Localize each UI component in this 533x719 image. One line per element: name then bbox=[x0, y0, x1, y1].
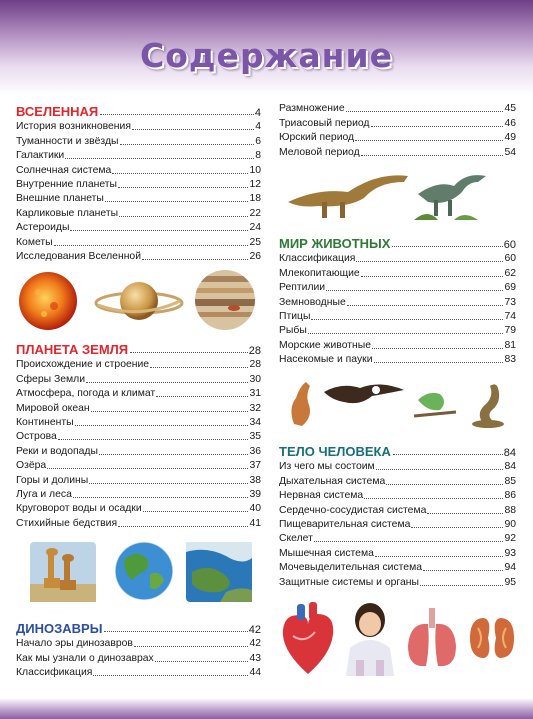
toc-entry[interactable] bbox=[16, 443, 261, 457]
page-number: 43 bbox=[249, 652, 261, 664]
leader-dots bbox=[314, 540, 504, 542]
page-number: 46 bbox=[504, 117, 516, 129]
toc-entry[interactable] bbox=[16, 487, 261, 501]
page-number: 28 bbox=[248, 345, 261, 357]
toc-entry-label: Морские животные bbox=[279, 339, 371, 351]
toc-list bbox=[279, 251, 516, 366]
section-human bbox=[279, 440, 516, 589]
heart-image bbox=[275, 600, 341, 678]
toc-entry[interactable] bbox=[16, 205, 261, 219]
leader-dots bbox=[142, 258, 248, 260]
toc-entry-label: Меловой период bbox=[279, 146, 360, 158]
leader-dots bbox=[371, 125, 504, 127]
page-number: 86 bbox=[504, 490, 516, 502]
toc-list bbox=[279, 101, 516, 159]
toc-entry[interactable] bbox=[279, 115, 516, 129]
page-number: 84 bbox=[504, 461, 516, 473]
leader-dots bbox=[65, 157, 254, 159]
toc-entry-label: Реки и водопады bbox=[16, 445, 98, 457]
toc-entry[interactable] bbox=[16, 665, 261, 679]
toc-entry[interactable] bbox=[16, 458, 261, 472]
page-number: 12 bbox=[249, 178, 261, 190]
animals-image bbox=[280, 372, 520, 430]
section-title: ТЕЛО ЧЕЛОВЕКА bbox=[279, 444, 391, 459]
toc-entry-label: Нервная система bbox=[279, 490, 364, 502]
toc-entry-label: Атмосфера, погода и климат bbox=[16, 388, 156, 400]
leader-dots bbox=[89, 482, 248, 484]
toc-list bbox=[16, 119, 261, 263]
leader-dots bbox=[364, 497, 503, 499]
toc-entry-label: Млекопитающие bbox=[279, 267, 360, 279]
toc-entry[interactable] bbox=[279, 488, 516, 502]
page-number: 28 bbox=[249, 359, 261, 371]
leader-dots bbox=[143, 510, 249, 512]
toc-list bbox=[16, 636, 261, 679]
toc-entry-label: Горы и долины bbox=[16, 474, 89, 486]
toc-entry[interactable] bbox=[279, 294, 516, 308]
toc-entry-label: Астероиды bbox=[16, 222, 70, 234]
toc-entry[interactable] bbox=[279, 473, 516, 487]
page-number: 22 bbox=[249, 207, 261, 219]
leader-dots bbox=[376, 468, 504, 470]
page-number: 25 bbox=[249, 236, 261, 248]
page-number: 90 bbox=[504, 518, 516, 530]
toc-entry-label: Дыхательная система bbox=[279, 475, 386, 487]
toc-entry[interactable] bbox=[279, 560, 516, 574]
page-number: 49 bbox=[504, 132, 516, 144]
leader-dots bbox=[346, 110, 504, 112]
page-number: 79 bbox=[504, 325, 516, 337]
page-number: 4 bbox=[254, 107, 261, 119]
toc-entry[interactable] bbox=[16, 249, 261, 263]
leader-dots bbox=[392, 245, 502, 247]
toc-entry[interactable] bbox=[279, 251, 516, 265]
toc-entry[interactable] bbox=[16, 234, 261, 248]
leader-dots bbox=[393, 453, 503, 455]
page-number: 32 bbox=[249, 402, 261, 414]
leader-dots bbox=[75, 424, 249, 426]
toc-entry-label: Птицы bbox=[279, 310, 311, 322]
page-number: 94 bbox=[504, 562, 516, 574]
page-number: 69 bbox=[504, 282, 516, 294]
page-number: 83 bbox=[504, 354, 516, 366]
toc-entry-label: Сердечно-сосудистая система bbox=[279, 504, 427, 516]
leader-dots bbox=[326, 289, 503, 291]
toc-entry[interactable] bbox=[16, 472, 261, 486]
toc-entry-label: Стихийные бедствия bbox=[16, 517, 118, 529]
page-number: 36 bbox=[249, 445, 261, 457]
toc-entry-label: Защитные системы и органы bbox=[279, 576, 419, 588]
leader-dots bbox=[355, 139, 503, 141]
leader-dots bbox=[132, 128, 254, 130]
toc-entry-label: Карликовые планеты bbox=[16, 207, 119, 219]
toc-entry[interactable] bbox=[16, 515, 261, 529]
giraffes-image bbox=[30, 542, 96, 602]
leader-dots bbox=[375, 555, 504, 557]
page-number: 60 bbox=[503, 239, 516, 251]
page-number: 6 bbox=[255, 135, 261, 147]
page-number: 81 bbox=[504, 339, 516, 351]
leader-dots bbox=[311, 318, 503, 320]
section-title: ВСЕЛЕННАЯ bbox=[16, 104, 99, 119]
section-animals bbox=[279, 232, 516, 366]
leader-dots bbox=[100, 113, 254, 115]
section-heading[interactable] bbox=[16, 100, 261, 119]
toc-entry-label: Классификация bbox=[279, 253, 356, 265]
toc-entry[interactable] bbox=[279, 280, 516, 294]
section-heading[interactable] bbox=[16, 338, 261, 357]
leader-dots bbox=[411, 526, 503, 528]
page-number: 8 bbox=[255, 150, 261, 162]
page-number: 84 bbox=[503, 447, 516, 459]
toc-entry[interactable] bbox=[279, 531, 516, 545]
toc-entry[interactable] bbox=[279, 502, 516, 516]
leader-dots bbox=[374, 361, 504, 363]
toc-entry-label: Происхождение и строение bbox=[16, 359, 150, 371]
toc-list bbox=[279, 459, 516, 589]
leader-dots bbox=[386, 483, 503, 485]
leader-dots bbox=[86, 381, 248, 383]
saturn-image bbox=[94, 272, 184, 330]
kidneys-image bbox=[464, 610, 520, 666]
leader-dots bbox=[58, 438, 249, 440]
toc-entry[interactable] bbox=[16, 501, 261, 515]
section-title: МИР ЖИВОТНЫХ bbox=[279, 236, 391, 251]
page-number: 18 bbox=[249, 193, 261, 205]
section-heading[interactable] bbox=[279, 232, 516, 251]
toc-entry[interactable] bbox=[16, 119, 261, 133]
page-number: 37 bbox=[249, 460, 261, 472]
toc-entry[interactable] bbox=[16, 371, 261, 385]
leader-dots bbox=[119, 215, 248, 217]
coast-image bbox=[186, 542, 252, 602]
leader-dots bbox=[356, 260, 503, 262]
leader-dots bbox=[420, 584, 503, 586]
toc-entry-label: Пищеварительная система bbox=[279, 518, 411, 530]
toc-entry-label: Озёра bbox=[16, 460, 47, 472]
section-title: ПЛАНЕТА ЗЕМЛЯ bbox=[16, 342, 129, 357]
leader-dots bbox=[99, 453, 249, 455]
lungs-image bbox=[404, 606, 460, 672]
toc-entry[interactable] bbox=[16, 133, 261, 147]
page-number: 73 bbox=[504, 296, 516, 308]
leader-dots bbox=[73, 496, 249, 498]
toc-entry[interactable] bbox=[279, 517, 516, 531]
toc-entry[interactable] bbox=[279, 130, 516, 144]
toc-entry-label: Исследования Вселенной bbox=[16, 250, 142, 262]
leader-dots bbox=[361, 154, 504, 156]
page-number: 4 bbox=[255, 121, 261, 133]
toc-entry-label: Внешние планеты bbox=[16, 193, 104, 205]
toc-entry-label: Мировой океан bbox=[16, 402, 90, 414]
toc-entry-label: Триасовый период bbox=[279, 117, 370, 129]
leader-dots bbox=[347, 304, 504, 306]
leader-dots bbox=[156, 395, 248, 397]
page-number: 88 bbox=[504, 504, 516, 516]
toc-entry-label: Начало эры динозавров bbox=[16, 638, 133, 650]
toc-entry-label: Рептилии bbox=[279, 282, 326, 294]
toc-entry-label: Туманности и звёзды bbox=[16, 135, 119, 147]
toc-entry-label: Скелет bbox=[279, 533, 313, 545]
toc-entry-label: Кометы bbox=[16, 236, 53, 248]
page-number: 62 bbox=[504, 267, 516, 279]
page-number: 40 bbox=[249, 503, 261, 515]
dinosaurs-image bbox=[278, 162, 516, 224]
leader-dots bbox=[120, 143, 255, 145]
page-number: 85 bbox=[504, 475, 516, 487]
toc-entry[interactable] bbox=[279, 309, 516, 323]
leader-dots bbox=[70, 229, 248, 231]
leader-dots bbox=[155, 660, 249, 662]
leader-dots bbox=[150, 366, 248, 368]
page-number: 92 bbox=[504, 533, 516, 545]
toc-entry-label: Размножение bbox=[279, 103, 345, 115]
page-number: 34 bbox=[249, 416, 261, 428]
section-heading[interactable] bbox=[16, 617, 261, 636]
toc-entry[interactable] bbox=[16, 400, 261, 414]
leader-dots bbox=[372, 347, 503, 349]
leader-dots bbox=[118, 525, 248, 527]
section-universe bbox=[16, 100, 261, 263]
toc-entry-label: Юрский период bbox=[279, 132, 355, 144]
jupiter-image bbox=[192, 268, 258, 332]
toc-entry-label: Сферы Земли bbox=[16, 373, 86, 385]
toc-entry-label: Солнечная система bbox=[16, 164, 112, 176]
page-number: 95 bbox=[504, 576, 516, 588]
toc-entry-label: Классификация bbox=[16, 667, 93, 679]
leader-dots bbox=[104, 630, 247, 632]
leader-dots bbox=[361, 275, 504, 277]
toc-entry[interactable] bbox=[279, 574, 516, 588]
toc-entry[interactable] bbox=[16, 191, 261, 205]
leader-dots bbox=[93, 674, 248, 676]
toc-entry[interactable] bbox=[16, 636, 261, 650]
page-number: 93 bbox=[504, 547, 516, 559]
page-number: 38 bbox=[249, 474, 261, 486]
page-number: 31 bbox=[249, 388, 261, 400]
page-number: 39 bbox=[249, 488, 261, 500]
toc-entry-label: Острова bbox=[16, 431, 57, 443]
page-number: 30 bbox=[249, 373, 261, 385]
section-dinosaurs bbox=[16, 617, 261, 679]
toc-entry-label: Луга и леса bbox=[16, 488, 72, 500]
toc-entry[interactable] bbox=[279, 337, 516, 351]
leader-dots bbox=[134, 645, 249, 647]
footer-band bbox=[0, 698, 533, 719]
page-number: 26 bbox=[249, 250, 261, 262]
toc-entry-label: Рыбы bbox=[279, 325, 307, 337]
sun-image bbox=[14, 270, 82, 332]
page-number: 24 bbox=[249, 222, 261, 234]
toc-entry-label: Насекомые и пауки bbox=[279, 354, 373, 366]
toc-entry[interactable] bbox=[279, 265, 516, 279]
page-title: Содержание bbox=[140, 36, 393, 75]
toc-entry-label: История возникновения bbox=[16, 121, 131, 133]
toc-entry-label: Земноводные bbox=[279, 296, 346, 308]
page-number: 42 bbox=[248, 624, 261, 636]
toc-entry[interactable] bbox=[279, 352, 516, 366]
leader-dots bbox=[47, 467, 248, 469]
leader-dots bbox=[118, 186, 248, 188]
section-title: ДИНОЗАВРЫ bbox=[16, 621, 103, 636]
toc-entry-label: Галактики bbox=[16, 150, 65, 162]
section-earth bbox=[16, 338, 261, 530]
toc-entry[interactable] bbox=[279, 101, 516, 115]
leader-dots bbox=[423, 569, 503, 571]
leader-dots bbox=[91, 410, 249, 412]
toc-entry[interactable] bbox=[16, 220, 261, 234]
leader-dots bbox=[105, 200, 249, 202]
page-number: 60 bbox=[504, 253, 516, 265]
toc-entry-label: Внутренние планеты bbox=[16, 178, 117, 190]
page-number: 42 bbox=[249, 638, 261, 650]
toc-entry[interactable] bbox=[16, 177, 261, 191]
section-dinosaurs-continued bbox=[279, 101, 516, 159]
leader-dots bbox=[308, 332, 504, 334]
toc-entry-label: Мышечная система bbox=[279, 547, 374, 559]
toc-entry[interactable] bbox=[279, 459, 516, 473]
child-image bbox=[340, 598, 402, 682]
page-number: 41 bbox=[249, 517, 261, 529]
toc-entry[interactable] bbox=[279, 545, 516, 559]
toc-entry[interactable] bbox=[16, 357, 261, 371]
page-number: 10 bbox=[249, 164, 261, 176]
globe-image bbox=[112, 540, 176, 602]
toc-entry-label: Круговорот воды и осадки bbox=[16, 503, 142, 515]
toc-entry[interactable] bbox=[16, 650, 261, 664]
leader-dots bbox=[112, 172, 248, 174]
toc-entry[interactable] bbox=[279, 323, 516, 337]
toc-entry[interactable] bbox=[279, 144, 516, 158]
toc-entry[interactable] bbox=[16, 429, 261, 443]
page-number: 54 bbox=[504, 146, 516, 158]
toc-entry[interactable] bbox=[16, 162, 261, 176]
leader-dots bbox=[54, 244, 249, 246]
toc-entry-label: Континенты bbox=[16, 416, 74, 428]
toc-entry[interactable] bbox=[16, 415, 261, 429]
toc-entry[interactable] bbox=[16, 148, 261, 162]
leader-dots bbox=[130, 351, 248, 353]
toc-list bbox=[16, 357, 261, 530]
page-number: 74 bbox=[504, 310, 516, 322]
leader-dots bbox=[427, 512, 503, 514]
section-heading[interactable] bbox=[279, 440, 516, 459]
toc-entry-label: Мочевыделительная система bbox=[279, 562, 422, 574]
toc-entry-label: Как мы узнали о динозаврах bbox=[16, 652, 154, 664]
toc-entry-label: Из чего мы состоим bbox=[279, 461, 375, 473]
page-number: 44 bbox=[249, 667, 261, 679]
page-number: 35 bbox=[249, 431, 261, 443]
toc-entry[interactable] bbox=[16, 386, 261, 400]
page-number: 45 bbox=[504, 103, 516, 115]
